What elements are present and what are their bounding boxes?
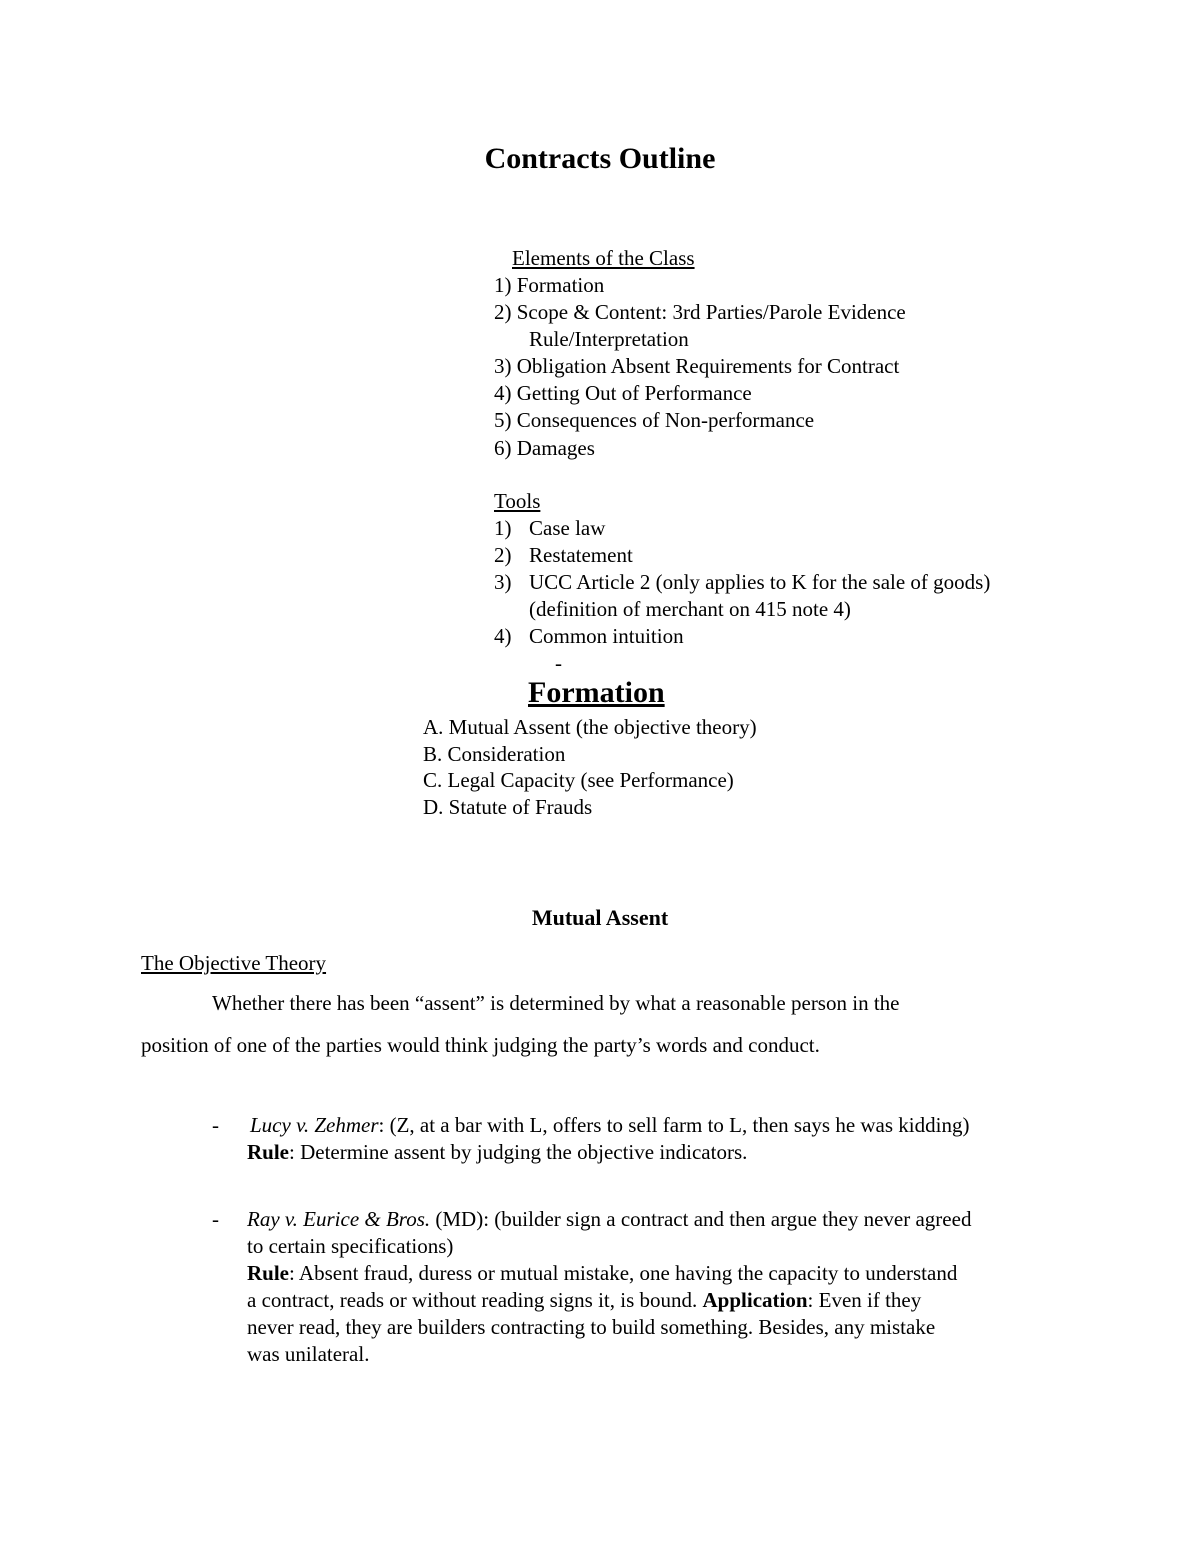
tools-item-number: 3) <box>494 570 512 594</box>
case-name: Ray v. Eurice & Bros. <box>247 1207 431 1231</box>
elements-item: Rule/Interpretation <box>529 327 689 351</box>
elements-item: 4) Getting Out of Performance <box>494 381 752 405</box>
objective-theory-subheading: The Objective Theory <box>141 951 327 975</box>
rule-label: Rule <box>247 1261 289 1285</box>
rule-text: a contract, reads or without reading signs it, is bound. <box>247 1288 703 1312</box>
case-rule <box>247 1139 747 1166</box>
rule-label: Rule <box>247 1140 289 1164</box>
elements-item: 5) Consequences of Non-performance <box>494 408 815 432</box>
tools-dash: - <box>555 651 562 675</box>
formation-item: A. Mutual Assent (the objective theory) <box>423 715 757 739</box>
elements-item: 3) Obligation Absent Requirements for Contract <box>494 354 900 378</box>
case-rule-line: was unilateral. <box>247 1342 370 1366</box>
tools-item-number: 2) <box>494 543 512 567</box>
tools-item <box>494 542 633 569</box>
tools-item-text: Restatement <box>529 543 633 567</box>
mutual-assent-heading: Mutual Assent <box>531 905 669 930</box>
application-text: : Even if they <box>807 1288 922 1312</box>
case-rule-line: never read, they are builders contracting to build something. Besides, any mistake <box>247 1315 936 1339</box>
objective-theory-paragraph-line: Whether there has been “assent” is determined by what a reasonable person in the <box>212 991 900 1015</box>
document-title: Contracts Outline <box>484 142 716 175</box>
case-description-continued: to certain specifications) <box>247 1234 454 1258</box>
elements-item: 2) Scope & Content: 3rd Parties/Parole Evidence <box>494 300 906 324</box>
case-lucy-v-zehmer <box>250 1112 969 1139</box>
application-label: Application <box>702 1288 808 1312</box>
rule-text: : Absent fraud, duress or mutual mistake, one having the capacity to understand <box>289 1261 958 1285</box>
tools-item <box>494 569 990 596</box>
case-bullet-dash: - <box>212 1113 219 1137</box>
elements-heading: Elements of the Class <box>512 246 695 270</box>
tools-heading: Tools <box>494 489 541 513</box>
case-rule <box>247 1260 957 1287</box>
tools-item-text: Common intuition <box>529 624 684 648</box>
case-description: (MD): (builder sign a contract and then argue they never agreed <box>430 1207 972 1231</box>
elements-item: 6) Damages <box>494 436 595 460</box>
elements-item: 1) Formation <box>494 273 605 297</box>
tools-item <box>494 623 684 650</box>
tools-item-number: 4) <box>494 624 512 648</box>
formation-item: D. Statute of Frauds <box>423 795 593 819</box>
tools-item-text: UCC Article 2 (only applies to K for the sale of goods) <box>529 570 991 594</box>
tools-item-text: Case law <box>529 516 606 540</box>
tools-item <box>494 596 851 623</box>
tools-item-text: (definition of merchant on 415 note 4) <box>529 597 851 621</box>
case-bullet-dash: - <box>212 1207 219 1231</box>
case-ray-v-eurice <box>247 1206 971 1233</box>
case-rule-line <box>247 1287 921 1314</box>
formation-heading: Formation <box>528 676 665 709</box>
tools-item <box>494 515 605 542</box>
case-description: : (Z, at a bar with L, offers to sell farm to L, then says he was kidding) <box>378 1113 970 1137</box>
objective-theory-paragraph-line: position of one of the parties would think judging the party’s words and conduct. <box>141 1033 820 1057</box>
formation-item: C. Legal Capacity (see Performance) <box>423 768 734 792</box>
formation-item: B. Consideration <box>423 742 566 766</box>
case-name: Lucy v. Zehmer <box>250 1113 379 1137</box>
tools-item-number: 1) <box>494 516 512 540</box>
rule-text: : Determine assent by judging the objective indicators. <box>289 1140 748 1164</box>
